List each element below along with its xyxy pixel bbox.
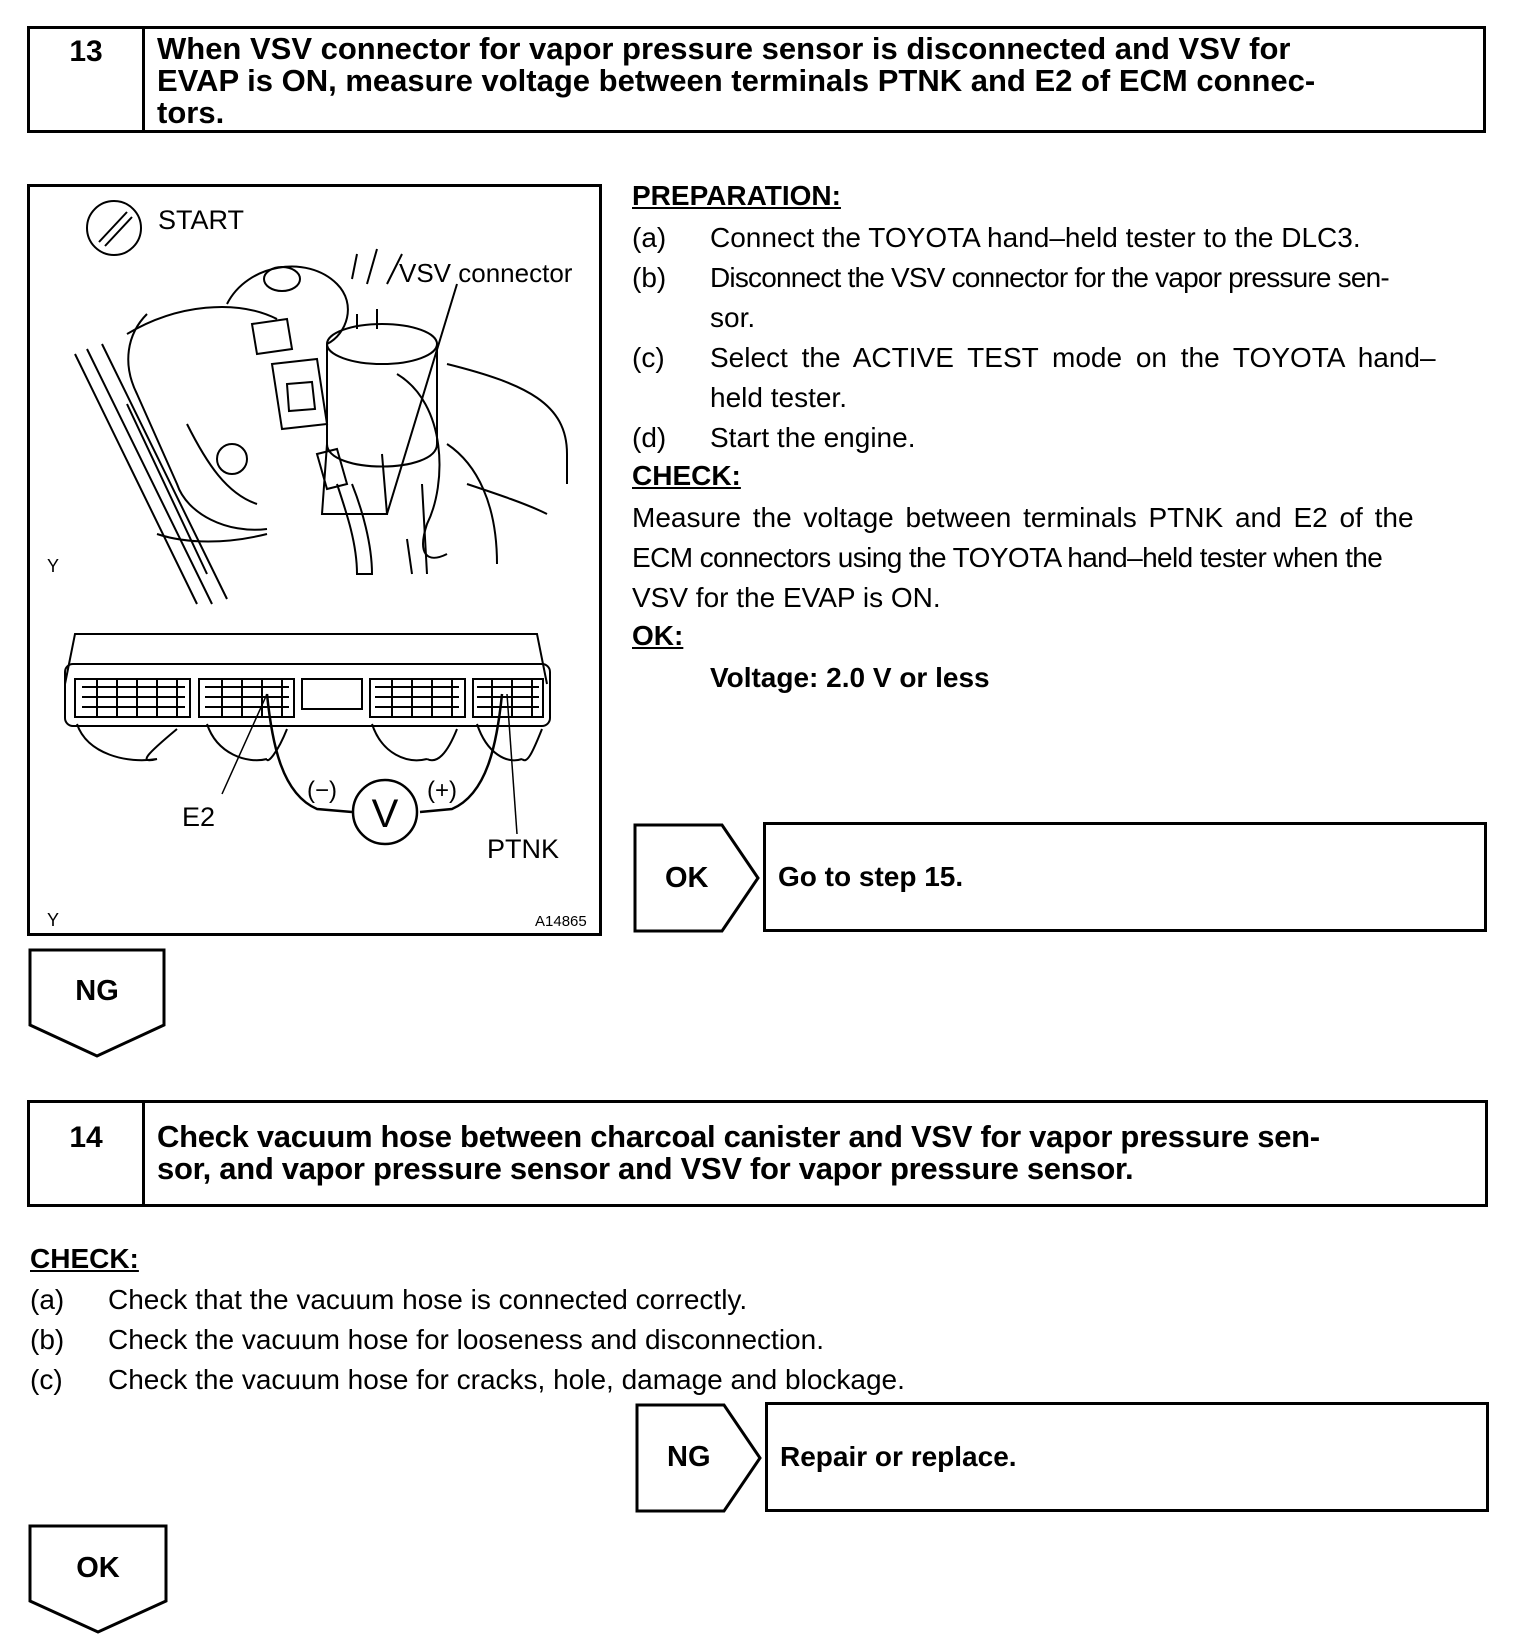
start-label: START xyxy=(158,205,245,235)
step-title-line: tors. xyxy=(157,95,225,130)
check-line: ECM connectors using the TOYOTA hand–held tester when the xyxy=(632,542,1383,573)
step-title xyxy=(145,29,1483,130)
preparation-item xyxy=(632,338,1492,418)
check-heading: CHECK: xyxy=(632,460,741,491)
check-item xyxy=(30,1320,1130,1360)
item-label: (a) xyxy=(632,222,667,253)
illustration-figure xyxy=(27,184,602,936)
item-text: Select the ACTIVE TEST mode on the TOYOTA hand– xyxy=(710,342,1436,373)
check-line: VSV for the EVAP is ON. xyxy=(632,582,941,613)
ok-heading: OK: xyxy=(632,620,684,651)
item-text: Check the vacuum hose for cracks, hole, damage and blockage. xyxy=(108,1364,905,1395)
item-label: (b) xyxy=(632,262,667,293)
figure-id: A14865 xyxy=(535,913,587,930)
item-label: (a) xyxy=(30,1284,65,1315)
step-title-line: Check vacuum hose between charcoal canister and VSV for vapor pressure sen- xyxy=(157,1119,1320,1154)
item-text: Disconnect the VSV connector for the vapor pressure sen- xyxy=(710,262,1389,293)
item-text: held tester. xyxy=(710,382,847,413)
check-heading: CHECK: xyxy=(30,1243,139,1274)
ng-result-box: Repair or replace. xyxy=(765,1402,1489,1512)
check-text xyxy=(632,498,1492,618)
step-title-line: sor, and vapor pressure sensor and VSV for vapor pressure sensor. xyxy=(157,1151,1134,1186)
ok-branch-label: OK xyxy=(76,1552,120,1584)
check-item xyxy=(30,1360,1130,1400)
vsv-connector-label: VSV connector xyxy=(399,258,573,288)
preparation-item xyxy=(632,218,1492,258)
item-label: (c) xyxy=(30,1364,63,1395)
step-number: 14 xyxy=(30,1103,145,1204)
e2-terminal-label: E2 xyxy=(182,802,216,832)
item-text: Connect the TOYOTA hand–held tester to the DLC3. xyxy=(710,222,1361,253)
y-mark-top: Y xyxy=(47,556,60,576)
ok-branch-label: OK xyxy=(665,862,709,894)
preparation-item xyxy=(632,258,1492,338)
item-label: (c) xyxy=(632,342,665,373)
item-text: sor. xyxy=(710,302,756,333)
item-text: Start the engine. xyxy=(710,422,916,453)
item-label: (b) xyxy=(30,1324,65,1355)
item-label: (d) xyxy=(632,422,667,453)
preparation-item xyxy=(632,418,1492,458)
ptnk-terminal-label: PTNK xyxy=(487,834,560,864)
minus-terminal-label: (−) xyxy=(307,777,337,804)
step-number: 13 xyxy=(30,29,145,130)
item-text: Check that the vacuum hose is connected correctly. xyxy=(108,1284,748,1315)
step-title xyxy=(145,1103,1485,1204)
ng-branch-label: NG xyxy=(75,975,119,1007)
voltmeter-label: V xyxy=(371,792,399,836)
check-item xyxy=(30,1280,1130,1320)
ok-result-box: Go to step 15. xyxy=(763,822,1487,932)
step-13-header xyxy=(27,26,1486,133)
preparation-heading: PREPARATION: xyxy=(632,180,841,211)
step-title-line: When VSV connector for vapor pressure sensor is disconnected and VSV for xyxy=(157,31,1291,66)
check-line: Measure the voltage between terminals PTNK and E2 of the xyxy=(632,502,1414,533)
step-title-line: EVAP is ON, measure voltage between terminals PTNK and E2 of ECM connec- xyxy=(157,63,1316,98)
y-mark-bottom: Y xyxy=(47,910,60,930)
ng-branch-label: NG xyxy=(667,1441,711,1473)
step-14-header xyxy=(27,1100,1488,1207)
ok-spec: Voltage: 2.0 V or less xyxy=(710,662,990,693)
item-text: Check the vacuum hose for looseness and disconnection. xyxy=(108,1324,824,1355)
voltmeter-icon xyxy=(353,780,417,844)
plus-terminal-label: (+) xyxy=(427,777,457,804)
